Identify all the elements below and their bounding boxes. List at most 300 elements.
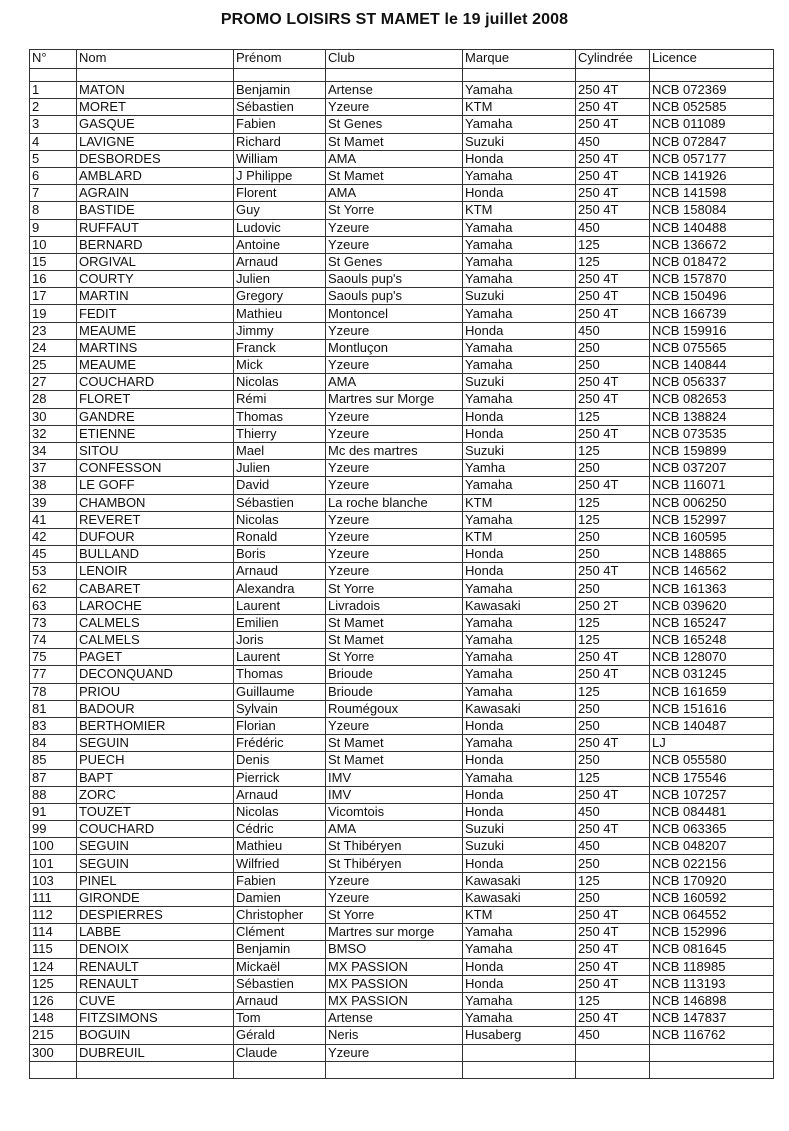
prenom-cell: Thierry [234, 425, 326, 442]
club-cell: AMA [326, 821, 463, 838]
club-cell: Yzeure [326, 872, 463, 889]
number-cell: 85 [30, 752, 77, 769]
licence-cell: NCB 170920 [650, 872, 774, 889]
prenom-cell: Boris [234, 546, 326, 563]
club-cell: Yzeure [326, 236, 463, 253]
table-row [30, 511, 774, 528]
number-cell: 62 [30, 580, 77, 597]
club-cell: St Genes [326, 253, 463, 270]
prenom-cell: Claude [234, 1044, 326, 1061]
cylindree-cell: 250 4T [576, 563, 650, 580]
marque-cell: Yamaha [463, 82, 576, 99]
club-cell: Yzeure [326, 357, 463, 374]
number-cell: 126 [30, 992, 77, 1009]
prenom-cell: Rémi [234, 391, 326, 408]
cylindree-cell: 250 2T [576, 597, 650, 614]
table-row [30, 769, 774, 786]
number-cell: 300 [30, 1044, 77, 1061]
table-row [30, 803, 774, 820]
cylindree-cell [576, 1044, 650, 1061]
nom-cell: FITZSIMONS [77, 1010, 234, 1027]
table-row [30, 975, 774, 992]
number-cell: 6 [30, 167, 77, 184]
number-cell: 53 [30, 563, 77, 580]
cylindree-cell: 250 4T [576, 477, 650, 494]
club-cell: Artense [326, 82, 463, 99]
prenom-cell: Laurent [234, 597, 326, 614]
nom-cell: BERTHOMIER [77, 717, 234, 734]
table-row [30, 357, 774, 374]
marque-cell: Husaberg [463, 1027, 576, 1044]
prenom-cell: Fabien [234, 116, 326, 133]
cylindree-cell [576, 1061, 650, 1078]
table-row [30, 580, 774, 597]
prenom-cell: David [234, 477, 326, 494]
nom-cell: ORGIVAL [77, 253, 234, 270]
table-row [30, 649, 774, 666]
cylindree-cell: 250 4T [576, 82, 650, 99]
prenom-cell: William [234, 150, 326, 167]
cylindree-cell: 450 [576, 322, 650, 339]
prenom-cell: Franck [234, 339, 326, 356]
number-cell: 215 [30, 1027, 77, 1044]
club-cell: St Yorre [326, 907, 463, 924]
licence-cell: NCB 048207 [650, 838, 774, 855]
cylindree-cell: 250 [576, 752, 650, 769]
number-cell: 111 [30, 889, 77, 906]
nom-cell: PRIOU [77, 683, 234, 700]
licence-cell: NCB 064552 [650, 907, 774, 924]
club-cell: Montoncel [326, 305, 463, 322]
table-row [30, 735, 774, 752]
number-cell: 81 [30, 700, 77, 717]
cylindree-cell: 125 [576, 236, 650, 253]
number-cell: 75 [30, 649, 77, 666]
nom-cell: LAROCHE [77, 597, 234, 614]
club-cell: Yzeure [326, 322, 463, 339]
marque-cell: Yamaha [463, 219, 576, 236]
nom-cell: DUBREUIL [77, 1044, 234, 1061]
table-row [30, 1044, 774, 1061]
club-cell: St Thibéryen [326, 855, 463, 872]
table-row [30, 889, 774, 906]
nom-cell: CALMELS [77, 632, 234, 649]
prenom-cell [234, 1061, 326, 1078]
club-cell: Yzeure [326, 1044, 463, 1061]
number-cell: 27 [30, 374, 77, 391]
prenom-cell: Thomas [234, 408, 326, 425]
cylindree-cell: 250 [576, 460, 650, 477]
table-row [30, 666, 774, 683]
licence-cell: NCB 151616 [650, 700, 774, 717]
table-row [30, 1027, 774, 1044]
table-row [30, 632, 774, 649]
marque-cell: Suzuki [463, 442, 576, 459]
licence-cell: NCB 160595 [650, 528, 774, 545]
cylindree-cell: 250 [576, 339, 650, 356]
prenom-cell: Clément [234, 924, 326, 941]
number-cell: 45 [30, 546, 77, 563]
cylindree-cell: 250 4T [576, 666, 650, 683]
club-cell: Brioude [326, 666, 463, 683]
prenom-cell: Pierrick [234, 769, 326, 786]
licence-cell: NCB 152997 [650, 511, 774, 528]
marque-cell: Yamaha [463, 305, 576, 322]
number-cell: 115 [30, 941, 77, 958]
cylindree-cell: 450 [576, 219, 650, 236]
marque-cell: Honda [463, 322, 576, 339]
cylindree-cell: 250 4T [576, 821, 650, 838]
club-cell: Livradois [326, 597, 463, 614]
club-cell: Neris [326, 1027, 463, 1044]
licence-cell: NCB 140488 [650, 219, 774, 236]
prenom-cell: Frédéric [234, 735, 326, 752]
cylindree-cell: 125 [576, 253, 650, 270]
club-cell: St Yorre [326, 649, 463, 666]
marque-cell: Honda [463, 563, 576, 580]
table-row [30, 1061, 774, 1078]
prenom-cell: J Philippe [234, 167, 326, 184]
prenom-cell: Emilien [234, 614, 326, 631]
prenom-cell: Gérald [234, 1027, 326, 1044]
cylindree-cell: 250 4T [576, 391, 650, 408]
licence-cell: NCB 159899 [650, 442, 774, 459]
table-row [30, 82, 774, 99]
prenom-cell: Arnaud [234, 786, 326, 803]
club-cell: St Genes [326, 116, 463, 133]
nom-cell: CUVE [77, 992, 234, 1009]
licence-cell: NCB 057177 [650, 150, 774, 167]
nom-cell: TOUZET [77, 803, 234, 820]
marque-cell: Honda [463, 717, 576, 734]
number-cell: 87 [30, 769, 77, 786]
nom-cell: ZORC [77, 786, 234, 803]
nom-cell: COURTY [77, 271, 234, 288]
prenom-cell: Sylvain [234, 700, 326, 717]
licence-cell: NCB 148865 [650, 546, 774, 563]
marque-cell [463, 1061, 576, 1078]
club-cell: AMA [326, 150, 463, 167]
table-row [30, 133, 774, 150]
table-row [30, 700, 774, 717]
licence-cell: NCB 063365 [650, 821, 774, 838]
cylindree-cell: 125 [576, 442, 650, 459]
number-cell: 124 [30, 958, 77, 975]
licence-cell: NCB 165247 [650, 614, 774, 631]
marque-cell: Yamha [463, 460, 576, 477]
number-cell: 77 [30, 666, 77, 683]
nom-cell: CABARET [77, 580, 234, 597]
number-cell: 37 [30, 460, 77, 477]
marque-cell: Honda [463, 150, 576, 167]
licence-cell: NCB 165248 [650, 632, 774, 649]
marque-cell: Yamaha [463, 666, 576, 683]
club-cell: Montluçon [326, 339, 463, 356]
nom-cell: DENOIX [77, 941, 234, 958]
column-header-prenom: Prénom [234, 50, 326, 69]
marque-cell: Kawasaki [463, 597, 576, 614]
club-cell: Yzeure [326, 460, 463, 477]
nom-cell: MEAUME [77, 322, 234, 339]
prenom-cell: Guy [234, 202, 326, 219]
cylindree-cell: 250 4T [576, 975, 650, 992]
club-cell: MX PASSION [326, 992, 463, 1009]
licence-cell: NCB 141598 [650, 185, 774, 202]
table-row [30, 288, 774, 305]
prenom-cell: Laurent [234, 649, 326, 666]
licence-cell: NCB 166739 [650, 305, 774, 322]
table-row [30, 494, 774, 511]
marque-cell: KTM [463, 494, 576, 511]
prenom-cell: Antoine [234, 236, 326, 253]
number-cell: 88 [30, 786, 77, 803]
club-cell: St Mamet [326, 632, 463, 649]
cylindree-cell: 450 [576, 803, 650, 820]
nom-cell: RENAULT [77, 975, 234, 992]
club-cell: St Yorre [326, 202, 463, 219]
table-row [30, 99, 774, 116]
marque-cell: Yamaha [463, 769, 576, 786]
licence-cell: NCB 037207 [650, 460, 774, 477]
number-cell: 84 [30, 735, 77, 752]
nom-cell: CHAMBON [77, 494, 234, 511]
marque-cell: Suzuki [463, 821, 576, 838]
prenom-cell: Joris [234, 632, 326, 649]
marque-cell: KTM [463, 99, 576, 116]
marque-cell: Yamaha [463, 992, 576, 1009]
club-cell: Yzeure [326, 717, 463, 734]
cylindree-cell: 250 4T [576, 116, 650, 133]
cylindree-cell: 250 4T [576, 907, 650, 924]
number-cell: 42 [30, 528, 77, 545]
column-header-marque: Marque [463, 50, 576, 69]
prenom-cell: Benjamin [234, 941, 326, 958]
nom-cell: CALMELS [77, 614, 234, 631]
nom-cell: RUFFAUT [77, 219, 234, 236]
marque-cell: Yamaha [463, 941, 576, 958]
cylindree-cell: 250 4T [576, 150, 650, 167]
prenom-cell: Jimmy [234, 322, 326, 339]
marque-cell: Suzuki [463, 288, 576, 305]
column-header-nom: Nom [77, 50, 234, 69]
marque-cell: Honda [463, 408, 576, 425]
club-cell: Martres sur morge [326, 924, 463, 941]
cylindree-cell: 250 4T [576, 941, 650, 958]
marque-cell: Yamaha [463, 271, 576, 288]
licence-cell: NCB 113193 [650, 975, 774, 992]
licence-cell: NCB 056337 [650, 374, 774, 391]
licence-cell: NCB 052585 [650, 99, 774, 116]
marque-cell: Yamaha [463, 253, 576, 270]
nom-cell [77, 1061, 234, 1078]
licence-cell: NCB 160592 [650, 889, 774, 906]
column-header-number: N° [30, 50, 77, 69]
table-row [30, 339, 774, 356]
nom-cell: DECONQUAND [77, 666, 234, 683]
club-cell: Martres sur Morge [326, 391, 463, 408]
prenom-cell: Thomas [234, 666, 326, 683]
club-cell: St Mamet [326, 614, 463, 631]
club-cell: AMA [326, 374, 463, 391]
club-cell: St Mamet [326, 752, 463, 769]
prenom-cell: Florian [234, 717, 326, 734]
club-cell: Mc des martres [326, 442, 463, 459]
club-cell: St Mamet [326, 133, 463, 150]
prenom-cell: Cédric [234, 821, 326, 838]
number-cell: 101 [30, 855, 77, 872]
marque-cell: Honda [463, 855, 576, 872]
licence-cell: NCB 075565 [650, 339, 774, 356]
licence-cell: NCB 084481 [650, 803, 774, 820]
club-cell: Yzeure [326, 477, 463, 494]
nom-cell: BAPT [77, 769, 234, 786]
cylindree-cell: 250 [576, 717, 650, 734]
nom-cell: BASTIDE [77, 202, 234, 219]
nom-cell: COUCHARD [77, 374, 234, 391]
nom-cell: BULLAND [77, 546, 234, 563]
licence-cell: NCB 175546 [650, 769, 774, 786]
marque-cell: Honda [463, 185, 576, 202]
nom-cell: AMBLARD [77, 167, 234, 184]
table-row [30, 425, 774, 442]
prenom-cell: Guillaume [234, 683, 326, 700]
nom-cell: LE GOFF [77, 477, 234, 494]
marque-cell: Suzuki [463, 838, 576, 855]
marque-cell: Kawasaki [463, 700, 576, 717]
prenom-cell: Julien [234, 271, 326, 288]
number-cell: 4 [30, 133, 77, 150]
nom-cell: REVERET [77, 511, 234, 528]
prenom-cell: Sébastien [234, 975, 326, 992]
number-cell: 19 [30, 305, 77, 322]
nom-cell: BERNARD [77, 236, 234, 253]
prenom-cell: Gregory [234, 288, 326, 305]
table-spacer-row [30, 69, 774, 82]
licence-cell: NCB 116071 [650, 477, 774, 494]
table-row [30, 305, 774, 322]
prenom-cell: Mathieu [234, 305, 326, 322]
table-row [30, 838, 774, 855]
nom-cell: LENOIR [77, 563, 234, 580]
table-row [30, 941, 774, 958]
number-cell: 78 [30, 683, 77, 700]
nom-cell: PUECH [77, 752, 234, 769]
nom-cell: MARTIN [77, 288, 234, 305]
club-cell: St Mamet [326, 735, 463, 752]
nom-cell: GIRONDE [77, 889, 234, 906]
number-cell: 1 [30, 82, 77, 99]
cylindree-cell: 250 4T [576, 374, 650, 391]
nom-cell: CONFESSON [77, 460, 234, 477]
licence-cell: NCB 022156 [650, 855, 774, 872]
licence-cell: NCB 082653 [650, 391, 774, 408]
number-cell: 9 [30, 219, 77, 236]
club-cell: Yzeure [326, 889, 463, 906]
licence-cell: NCB 116762 [650, 1027, 774, 1044]
table-row [30, 442, 774, 459]
table-row [30, 185, 774, 202]
number-cell: 125 [30, 975, 77, 992]
prenom-cell: Richard [234, 133, 326, 150]
nom-cell: MORET [77, 99, 234, 116]
prenom-cell: Mael [234, 442, 326, 459]
table-row [30, 236, 774, 253]
prenom-cell: Fabien [234, 872, 326, 889]
club-cell: Yzeure [326, 219, 463, 236]
nom-cell: DESPIERRES [77, 907, 234, 924]
table-row [30, 271, 774, 288]
prenom-cell: Julien [234, 460, 326, 477]
club-cell: IMV [326, 769, 463, 786]
cylindree-cell: 125 [576, 769, 650, 786]
marque-cell: Yamaha [463, 580, 576, 597]
marque-cell: Honda [463, 752, 576, 769]
club-cell: Yzeure [326, 408, 463, 425]
marque-cell: Kawasaki [463, 872, 576, 889]
nom-cell: SITOU [77, 442, 234, 459]
table-body [30, 69, 774, 1079]
club-cell: Saouls pup's [326, 288, 463, 305]
nom-cell: MEAUME [77, 357, 234, 374]
table-row [30, 872, 774, 889]
marque-cell: Honda [463, 958, 576, 975]
prenom-cell: Sébastien [234, 99, 326, 116]
marque-cell: Yamaha [463, 1010, 576, 1027]
club-cell: Roumégoux [326, 700, 463, 717]
prenom-cell: Arnaud [234, 992, 326, 1009]
licence-cell: NCB 138824 [650, 408, 774, 425]
number-cell: 16 [30, 271, 77, 288]
table-row [30, 717, 774, 734]
number-cell: 39 [30, 494, 77, 511]
club-cell: Vicomtois [326, 803, 463, 820]
table-row [30, 992, 774, 1009]
number-cell: 99 [30, 821, 77, 838]
prenom-cell: Nicolas [234, 511, 326, 528]
club-cell: La roche blanche [326, 494, 463, 511]
cylindree-cell: 250 4T [576, 786, 650, 803]
club-cell: Yzeure [326, 528, 463, 545]
licence-cell [650, 1061, 774, 1078]
licence-cell: NCB 081645 [650, 941, 774, 958]
nom-cell: FLORET [77, 391, 234, 408]
licence-cell: NCB 146898 [650, 992, 774, 1009]
table-header-row [30, 50, 774, 69]
table-row [30, 855, 774, 872]
cylindree-cell: 250 4T [576, 288, 650, 305]
number-cell: 30 [30, 408, 77, 425]
table-row [30, 786, 774, 803]
club-cell: St Yorre [326, 580, 463, 597]
licence-cell: NCB 147837 [650, 1010, 774, 1027]
club-cell: MX PASSION [326, 958, 463, 975]
prenom-cell: Benjamin [234, 82, 326, 99]
cylindree-cell: 250 [576, 700, 650, 717]
nom-cell: PAGET [77, 649, 234, 666]
cylindree-cell: 450 [576, 838, 650, 855]
cylindree-cell: 250 4T [576, 924, 650, 941]
column-header-licence: Licence [650, 50, 774, 69]
nom-cell: SEGUIN [77, 735, 234, 752]
number-cell: 3 [30, 116, 77, 133]
table-row [30, 322, 774, 339]
nom-cell: MATON [77, 82, 234, 99]
licence-cell: NCB 128070 [650, 649, 774, 666]
table-row [30, 253, 774, 270]
club-cell: Yzeure [326, 99, 463, 116]
licence-cell: NCB 161659 [650, 683, 774, 700]
prenom-cell: Ronald [234, 528, 326, 545]
